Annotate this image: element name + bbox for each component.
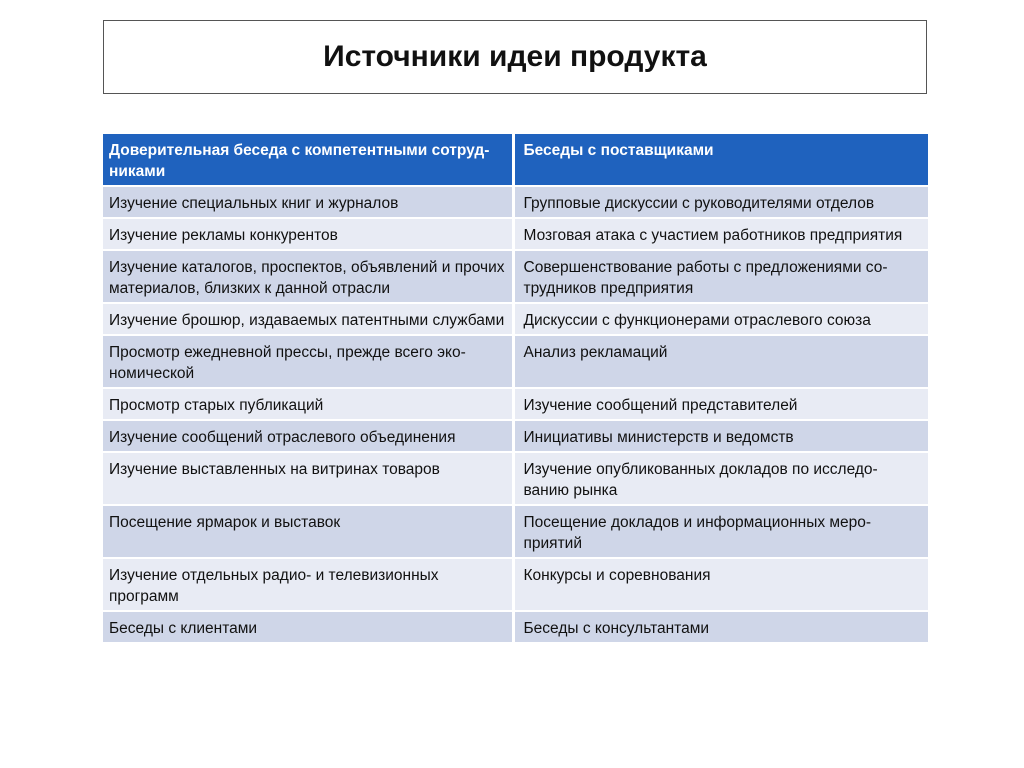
table-row [103, 452, 928, 505]
table-cell-col1: Просмотр ежедневной прессы, прежде всего эко-номической [103, 335, 513, 388]
table-cell-col1: Изучение выставленных на витринах товаров [103, 452, 513, 505]
table-cell-col2: Инициативы министерств и ведомств [513, 420, 928, 452]
header-cell-col2: Беседы с поставщиками [513, 134, 928, 186]
table-row [103, 303, 928, 335]
table-cell-col1: Изучение рекламы конкурентов [103, 218, 513, 250]
table-header-row [103, 134, 928, 186]
table-cell-col2: Посещение докладов и информационных меро-приятий [513, 505, 928, 558]
table-cell-col1: Изучение сообщений отраслевого объединения [103, 420, 513, 452]
header-cell-col1: Доверительная беседа с компетентными сотруд-никами [103, 134, 513, 186]
table-cell-col2: Групповые дискуссии с руководителями отделов [513, 186, 928, 218]
title-box [103, 20, 927, 94]
table-cell-col2: Анализ рекламаций [513, 335, 928, 388]
table-cell-col2: Изучение опубликованных докладов по исследо-ванию рынка [513, 452, 928, 505]
table-cell-col1: Просмотр старых публикаций [103, 388, 513, 420]
table-cell-col2: Конкурсы и соревнования [513, 558, 928, 611]
table-row [103, 505, 928, 558]
table-cell-col2: Беседы с консультантами [513, 611, 928, 643]
table-cell-col1: Изучение каталогов, проспектов, объявлений и прочих материалов, близких к данной отрасли [103, 250, 513, 303]
table-row [103, 611, 928, 643]
table-cell-col2: Дискуссии с функционерами отраслевого союза [513, 303, 928, 335]
table-row [103, 218, 928, 250]
table-cell-col2: Мозговая атака с участием работников предприятия [513, 218, 928, 250]
table-row [103, 558, 928, 611]
table-cell-col1: Изучение брошюр, издаваемых патентными службами [103, 303, 513, 335]
sources-table [103, 134, 928, 644]
table-row [103, 335, 928, 388]
table-row [103, 420, 928, 452]
table-cell-col1: Посещение ярмарок и выставок [103, 505, 513, 558]
table-cell-col2: Изучение сообщений представителей [513, 388, 928, 420]
table-row [103, 186, 928, 218]
table-cell-col1: Беседы с клиентами [103, 611, 513, 643]
table-cell-col1: Изучение специальных книг и журналов [103, 186, 513, 218]
table-row [103, 388, 928, 420]
table-cell-col1: Изучение отдельных радио- и телевизионных программ [103, 558, 513, 611]
table-cell-col2: Совершенствование работы с предложениями со-трудников предприятия [513, 250, 928, 303]
table-row [103, 250, 928, 303]
page-title: Источники идеи продукта [323, 40, 707, 73]
